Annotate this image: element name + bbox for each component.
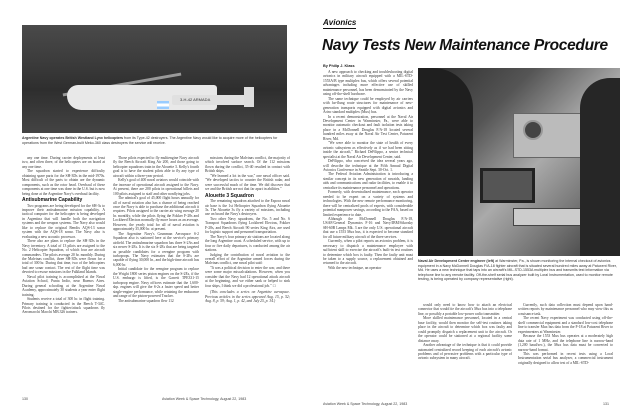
caption-text: from its Type-42 destroyers. The Argentine Navy would like to acquire more of the helicopters for operations from the West German-built Meko-360 class destroyers the service will receive. (22, 136, 278, 145)
caption-lead: Naval Air Development Center engineer (left) (418, 259, 495, 263)
paragraph: The squadron started to experience difficulty obtaining spare parts for the SH-3Ds in the mid-1970s. Most difficult of the parts to obtain are the dynamic components, such as the rotor head. Overhaul of these components at one time was done in the U.S. but is now being done at the Argentine Navy's overhaul facility. (22, 169, 105, 196)
representative-silhouette (580, 78, 620, 256)
section-label: Avionics (323, 18, 357, 27)
terminal-keyboard (513, 208, 583, 226)
paragraph: Judging the contribution of naval aviation to the overall effort of the Argentine armed forces during the Malvinas conflict, one naval pilot said: (205, 252, 290, 266)
paragraph: The admiral's goal of 45,000 flight hours annually for all of naval aviation also has a chance of being reached once the Navy is able to purchase the additional aircraft it requires. Pilots assigned to the carrier air wing average 20 hr. monthly, while the pilots flying the Fokker F-28s and Lockheed Electras normally fly more hours as an average. However, the yearly total for all of naval aviation is approximately 35,000 hr. at present. (113, 196, 199, 232)
paragraph: More skilled maintenance personnel, located in a central base facility, would then monitor the self-test routines taking place in the aircraft to determine which box was faulty and could promptly dispatch a replacement unit to the aircraft. Or the operator could be stationed at a regional facility some distance away. (418, 316, 512, 343)
paragraph: Formerly, with decentralized maintenance, each operator needed to be expert on a variety of systems and technologies. With the new remote performance monitoring, there will be centralized pools of experts, with considerable potential manpower savings, according to the FAA, based on limited experience to date. (323, 190, 413, 217)
right-column-3 (518, 303, 613, 395)
left-column-3 (205, 156, 290, 394)
fuselage-marking: 3-H-42 ARMADA (180, 97, 211, 102)
argentine-flag-icon (157, 101, 169, 109)
paragraph: "We were able to monitor the state of health of every avionic subsystem as effectively as if we had been sitting inside the aircraft," Richard DeFilippo, a senior technical specialist at the Naval Air Development Center, said. (323, 141, 413, 159)
paragraph: A new approach to checking and troubleshooting digital avionics in military aircraft equipped with a MIL-STD-1553A/B type multiplex bus, which offers several potential advantages including more effective use of skilled maintenance personnel, has been demonstrated by the Navy using off-the-shelf hardware. (323, 70, 413, 97)
intro-column (323, 70, 413, 394)
paragraph: The same technique could be employed by air carriers with far-flung route structures for maintenance of new-generation transports equipped with digital avionics and Arinc standard multiplex (Mux) bus. (323, 96, 413, 115)
caption-text: at Warminster, Pa., is shown monitoring the internal checkout of avionics equipment in a Navy McDonnell Douglas F/A-18 fighter aircraft that is situated several hundred miles away at Patuxent River, Md. He uses a new technique that taps into an aircraft's MIL-STD-1553A multiplex bus and transmits test information via telephone line to any remote facility. Off-the-shelf serial bus analyzer built by Loral Instrumentation, used to monitor remote testing, is being operated by company representative (right). (418, 259, 617, 282)
publication-footer: Aviation Week & Space Technology, August 22, 1983 (162, 397, 247, 401)
engineer-silhouette (418, 68, 473, 256)
paragraph: Currently, such data collection must depend upon hand-written reports by maintenance personnel who may view this as a nuisance task. (518, 303, 613, 316)
byline: By Philip J. Klass (323, 64, 355, 68)
paragraph: The Federal Aviation Administration is introducing a similar concept in its new generation of navaids, landing aids and communications and radar facilities, to enable it to centralize its maintenance personnel and operations. (323, 172, 413, 190)
photo-caption (22, 136, 287, 145)
paragraph: would only need to know how to attach an electrical connector that would tie the aircraft's Mux bus into a telephone line, or possibly a portable low-power radio transmitter. (418, 303, 512, 316)
paragraph: In a recent demonstration, personnel at the Naval Air Development Center in Warminster, Pa., were able to monitor automatic checkout and fault isolation tests taking place in a McDonnell Douglas F/A-18 located several hundred miles away at the Naval Air Test Center, Patuxent River, Md. (323, 114, 413, 141)
paragraph: This was performed in recent tests using a Loral Instrumentation serial bus analyzer, a commercial instrument originally designed to allow test of a MIL-STD- (518, 351, 613, 365)
terminal-screen (480, 168, 535, 203)
right-page (310, 0, 620, 420)
caption-lead: Argentine Navy operates British Westland Lynx helicopters (22, 136, 124, 140)
paragraph: "It was a political decision to enter the war, and there were some major miscalculations. However, when you consider that the Navy had 12 operational attack aircraft at the beginning, and we either sank or helped to sink four ships, I think we did a professional job." ☐ (205, 265, 290, 288)
paragraph: "We learned a lot in the war," one naval officer said. "We developed tactics to counter the British radar, and were successful much of the time. We did discover that we and the British are not that far apart in abilities." (205, 173, 290, 192)
lab-photo-caption (418, 259, 618, 282)
right-column-2 (418, 303, 512, 395)
paragraph: Students receive a total of 300 hr. in flight training. Primary training is conducted in the Beech T-34C. Pilots destined for the fighter/attack squadrons fly Aeromacchi Macchi MB.326 trainers. (22, 297, 105, 315)
paragraph: The antisubmarine squadron flew 112 (118, 298, 174, 303)
paragraph: Kelly's goal of 400 naval aviators would coincide with the increase of operational aircraft assigned to the Navy. At present, there are 200 pilots in operational billets and 100 pilots assigned to staff and other nonflying jobs. (113, 178, 199, 196)
paragraph: missions during the Malvinas conflict, the majority of which involved surface search. Of the 112 missions flown during the conflict, 35-40 resulted in contact with British ships. (205, 156, 290, 174)
paragraph: Currently, when a pilot reports an avionics problem, it is necessary to dispatch a maintenance employee with sufficient skill to exercise the aircraft's built-in test routines to determine which box is faulty. Then the faulty unit must be taken to a supply source, a replacement obtained and returned to the aircraft. (323, 239, 413, 266)
paragraph: Two other Navy squadrons, the No. 5 and No. 6 Transport Squadrons flying Lockheed Electras, Fokker F-28s, and Beech Aircraft 90 series King Airs, are used for logistic support and personnel transportation. (205, 216, 290, 235)
subheading: Antisubmarine Capability (22, 197, 83, 204)
paragraph: Those pilots expected to fly multiengine Navy aircraft fly the Beech Aircraft King Air 200, and those going to helicopter squadrons train in the Alouette 3. Kelly's fourth goal is to have the student pilots able to fly any type of aircraft within a three-year period. (113, 156, 199, 178)
subheading: Alouette 3 Squadron (205, 192, 254, 199)
paragraph: The recent Navy experiment was conducted using off-the-shelf commercial equipment and a standard low-cost telephone line to transfer Mux bus data from the F-18 at Patuxent River to experimenters at Warminster. (518, 316, 613, 334)
paragraph: Initial candidate for the reengine program to replace the Wright 1800 series piston engines on the S-2Es, if the U.S. embargo is lifted, is the Garrett TPE331-15 turboprop engine. Navy officers estimate that the 1,600-shp. engines will give the S-2s a faster speed and better single-engine performance, while retaining the endurance and range of the piston-powered Tracker. (113, 267, 199, 299)
article-title: Navy Tests New Maintenance Procedure (322, 37, 608, 54)
paragraph: Another advantage of the technique is that it could provide automated centralized record keeping of each aircraft's avionic problems and of pervasive problems with a particular type of avionic subsystem in many aircraft. (418, 343, 512, 361)
page-number: 130 (22, 397, 28, 401)
paragraph: There also are plans to replace the SH-3Ds in the Navy inventory. A total of 13 pilots are assigned to the No. 2 Helicopter Squadron, of which four are aircraft commanders. The pilots average 20 hr. monthly. During the Malvinas conflict, three SH-3Ds were flown for a total of 300 hr. During that time, two of the helicopters had one sonar contact. The rest of the flight time was devoted to rescue missions in the Falkland Islands. (22, 239, 105, 275)
paragraph: The remaining squadron attached to the Espora naval air base is the 1st Helicopter Squadron flying Alouette 3s. The Alouette 3s fly a variety of missions, including use on board the Navy's destroyers. (205, 199, 290, 217)
paragraph: DeFilippo, who conceived the idea several years ago, will describe the technique at the Fifth Annual Digital Avionics Conference in Seattle Sept. 30-Oct. 1. (323, 159, 413, 172)
paragraph: Because the 1553 Mux bus operates at a moderately high data rate of 1 MHz, and the telephone line is narrow-band (1,200 baud/sec.), the Mux bus data must be converted to narrow-band format. (518, 334, 613, 352)
paragraph: With the new technique, an operator (328, 265, 382, 270)
helicopter-photo (22, 25, 287, 133)
series-note: (This concludes a series on Argentine aerospace. Previous articles in the series appeared Aug. 15, p. 52; Aug. 8, p. 59; Aug. 1, p. 42, and July 25, p. 34.) (205, 290, 290, 304)
paragraph: Although the McDonnell Douglas F/A-18, USAF/General Dynamics F-16 and Navy/IBM/Sikorsky SH-60B Lamps Mk. 3 are the only U.S. operational aircraft that use a 1553 Mux bus, it is expected to become standard for all future military aircraft of the three services. (323, 216, 413, 239)
left-column-1 (22, 156, 105, 394)
page-number: 131 (603, 402, 609, 406)
paragraph: Two programs are being developed for the SH-3s to improve their antisubmarine mission capability. A tactical computer for the helicopter is being developed in Argentina that will handle both the navigation systems and the weapon systems. The Navy also would like to replace the original Bendix AQS-13 sonar system with the AQS-18 sonar. The Navy also is evaluating a new acoustic processor. (22, 203, 105, 239)
left-column-2 (113, 156, 199, 394)
lab-photo (418, 68, 620, 256)
meter-dial (523, 120, 543, 140)
paragraph: The Argentine Navy's Grumman Aerospace S-2 Squadron also is stationed here at the service's primary airfield. The antisubmarine squadron has three S-2As and six newer S-2Es. It is the six S-2Es that are being targeted as possible candidates for a reengine program with turboprops. The Navy estimates that the S-2Es are capable of flying 30,000 hr., and the high-time aircraft has 6,000 hr. (113, 231, 199, 267)
publication-footer: Aviation Week & Space Technology, August 22, 1983 (323, 402, 408, 406)
helicopter-fin (244, 87, 254, 107)
paragraph: Naval pilot training is accomplished at the Naval Aviation School, Punta Indio, near Buenos Aires. During general schooling at the Argentine Naval Academy, approximately 30 students a year enter flight training. (22, 274, 105, 297)
paragraph: The Navy's four primary air stations are located along the long Argentine coast. A scheduled service, with up to four or five daily departures, is conducted among the air stations. (205, 234, 290, 253)
paragraph: any one time. During carrier deployments at least two, and often three, of the helicopters are on board at any one time. (22, 156, 105, 169)
